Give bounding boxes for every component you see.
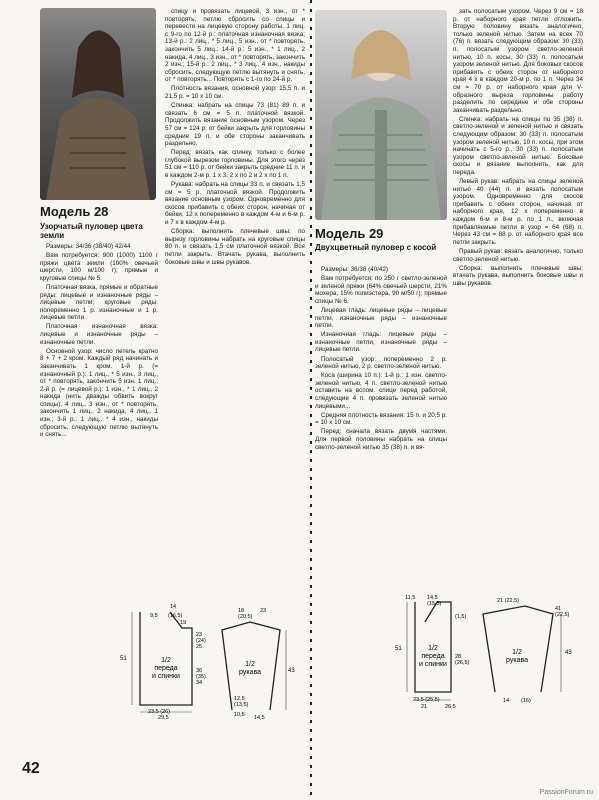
model-29-sizes: Размеры: 36/38 (40/42) [321, 266, 389, 273]
d2-label-11: 41 [555, 606, 562, 612]
d2-label-12: (22,5) [555, 612, 570, 618]
model-29-materials: Вам потребуется: по 250 г светло-зеленой и зеленой пряжи (64% овечьей шерсти, 21% мохера, 15% полиэстера, 90 м/50 г); прямые спицы № 6. [315, 275, 447, 305]
d1-label-16: 12,5 [234, 696, 245, 702]
model-29-left-sleeve: Левый рукав: набрать на спицы зеленой нитью 40 (44) п. и вязать полосатым узором. Одновременно для скосов прибавить с обеих сторон, начиная от наборного края, 12 х попеременно в каждом 6-м и 8-м р. по 1 п., включая прибавляемые петли в узор = 64 (68) п. Через 43 см = 88 р. от наборного края все петли закрыть. [453, 178, 583, 246]
d2-label-9: 26,5 [445, 704, 456, 710]
d2-label-7: 23,5 (25,5) [413, 697, 440, 703]
d1-label-18: 10,5 [234, 712, 245, 718]
model-28-stitch2: Платочная изнаночная вязка: лицевые и изнаночные ряды – изнаночные петли. [40, 323, 158, 346]
d2-sleeve-label: 1/2 рукава [506, 649, 528, 664]
model-28-materials: Вам потребуется: 900 (1000) 1100 г пряжи цвета земли (100% овечьей шерсти, 100 м/100 г); прямые и круговые спицы № 5. [40, 252, 158, 282]
d1-label-19: 14,5 [254, 715, 265, 720]
model-28-assembly: Сборка: выполнить плечевые швы; по вырезу горловины набрать на круговые спицы 80 п. и связать 1,5 см платочной вязкой. Все петли закрыть. Втачать рукава, выполнить боковые швы и швы рукавов. [165, 228, 305, 266]
model-29-stitch2: Изнаночная гладь: лицевые ряды – изнаночные петли, изнаночные ряды – лицевые петли. [315, 331, 447, 354]
model-28-sleeves: Рукава: набрать на спицы 33 п. и связать 1,5 см = 5 р. платочной вязкой. Продолжить вязание основным узором. Одновременно для скосов прибавить с обеих сторон, начиная от бейки, 12 х попеременно в каждом 4-м и 6-м р. и 7 х в каждом 4-м р. [165, 181, 305, 227]
d2-label-8: 21 [421, 704, 428, 710]
d2-label-10: 21 (22,5) [497, 598, 520, 604]
d1-label-12: 29,5 [158, 715, 169, 720]
model-29-front-start: Перед: сначала вязать двумя частями. Для первой половины набрать на спицы светло-зеленой нитью 35 (38) п. и вя- [315, 428, 447, 451]
d1-label-3: 19 [180, 620, 187, 626]
d2-label-0: 11,5 [405, 595, 416, 601]
d1-label-15: 23 [260, 608, 267, 614]
model-28-density: Плотность вязания, основной узор: 15,5 п. и 21,5 р. = 10 х 10 см. [165, 85, 305, 101]
model-29-photo-illustration [315, 10, 447, 220]
model-28-pattern-diagram [110, 600, 300, 720]
model-28-photo-illustration [40, 8, 156, 200]
column-divider [310, 0, 312, 800]
model-28-subtitle: Узорчатый пуловер цвета земли [40, 222, 143, 240]
model-28-column2: спицу и провязать лицевой, 3 изн., от * повторять, петлю сбросить со спицы и перевести на лицевую сторону работы, 1 лиц. с 9-го по 12-й р.: платочная изнаночная вязка; 13-й р.: 2 лиц., * 5 лиц., 5 изн., от * повторять, закончить 5 лиц.; 14-й р.: 5 изн., * 1 лиц., 2 накида, 4 лиц., 3 изн., от * повторять, закончить 2 изн.; 15-й р.: 2 лиц., * 3 лиц., 4 изн., накиды сбросить, следующую петлю вытянуть и снять, от * повторять... Повторять с 1-го по 24-й р. [165, 8, 305, 84]
d2-label-15: (16) [521, 698, 531, 704]
d2-label-13: 43 [565, 650, 572, 656]
model-29-stitch3: Полосатый узор: попеременно 2 р. зеленой нитью, 2 р. светло-зеленой нитью. [315, 355, 447, 371]
d2-label-6: (26,5) [455, 660, 470, 666]
model-28-text-col2 [165, 8, 305, 608]
model-28-photo [40, 8, 156, 200]
d1-label-8: 36 [196, 668, 203, 674]
d1-sleeve-label: 1/2 рукава [239, 661, 261, 676]
d2-label-2: (15,5) [427, 601, 442, 607]
model-29-subtitle: Двухцветный пуловер с косой [315, 243, 437, 252]
model-29-cable: Коса (ширина 10 п.): 1-й р.: 1 изн. светло-зеленой нитью, 4 п. светло-зеленой нитью оставить на вспом. спице перед работой, следующие 4 п. провязать зеленой нитью лицевыми... [315, 372, 447, 410]
model-29-assembly: Сборка: выполнить плечевые швы; втачать рукава, выполнить боковые швы и швы рукавов. [453, 264, 583, 287]
model-28-front: Перед: вязать как спинку, только с более глубокой вырезом горловины. Для этого через 51 см = 110 р. от бейки закрыть средние 11 п. и в каждом 2-м р. 1 х 3, 2 х по 2 и 2 х по 1 п. [165, 149, 305, 179]
model-28-sizes: Размеры: 34/36 (38/40) 42/44 [46, 243, 131, 250]
model-28-title: Модель 28 [40, 204, 109, 219]
d1-label-2: (16,5) [168, 613, 183, 619]
model-29-text-col4 [453, 8, 583, 508]
d1-label-13: 18 [238, 608, 245, 614]
d2-panel-label: 1/2 переда и спинки [419, 645, 447, 668]
model-28-stitch1: Платочная вязка, прямые и обратные ряды: лицевые и изнаночные ряды – лицевые петли; круговые ряды: попеременно 1 р. изнаночные и 1 р. лицевые петли. [40, 283, 158, 322]
d1-label-1: 9,5 [150, 613, 158, 619]
model-29-column4: зать полосатым узором. Через 9 см = 18 р. от наборного края петли отложить. Вторую половину вязать аналогично, только зеленой нитью. Затем на всех 70 (76) п. вязать следующим образом: 30 (33) п. полосатым узором светло-зеленой нитью, 10 п. косы, 30 (33) п. полосатым узором зеленой нитью. Для боковых скосов прибавить с обеих сторон от наборного края 4 х в каждом 20-м р. по 1 п. Через 34 см = 70 р. от наборного края для V-образного выреза горловины работу разделить по середине и обе стороны заканчивать раздельно. [453, 8, 583, 114]
model-29-title: Модель 29 [315, 226, 384, 241]
d1-label-14: (20,5) [238, 614, 253, 620]
d2-label-3: 51 [395, 646, 402, 652]
model-29-right-sleeve: Правый рукав: вязать аналогично, только светло-зеленой нитью. [453, 247, 583, 263]
d1-label-0: 14 [170, 604, 177, 610]
page-number: 42 [22, 760, 40, 777]
d1-panel-label: 1/2 переда и спинки [152, 657, 180, 680]
model-29-pattern-diagram [385, 592, 585, 717]
d2-label-4: (1,5) [455, 614, 467, 620]
d2-label-1: 14,5 [427, 595, 438, 601]
model-28-stitch3: Основной узор: число петель кратно 8 + 7 + 2 кром. Каждый ряд начинать и заканчивать 1 кром. 1-й р. (= изнаночный р.): 1 лиц., * 5 изн., 3 лиц., от * повторять, закончить 5 изн. 1 лиц.; 2-й р. (= лицевой р.): 1 изн., * 1 лиц., 2 накида (нить дважды обвить вокруг спицы), 4 лиц., 3 изн., от * повторять, закончить 1 лиц., 2 накида, 4 лиц., 1 изн.; 3-й р.: 1 лиц., * 4 изн., накиды сбросить, следующую петлю вытянуть и снять... [40, 347, 158, 439]
d2-label-5: 28 [455, 654, 462, 660]
model-29-back: Спинка: набрать на спицы по 35 (38) п. светло-зеленой и зеленой нитью и связать следующим образом: 30 (33) п. полосатым узором зеленой нитью, 10 п. косы, при этом начинать с 5-го р., 30 (33) п. полосатым узором светло-зеленой нитью. Боковые скосы и вязание выполнить, как для переда. [453, 115, 583, 176]
watermark: PassionForum.ru [539, 789, 593, 796]
d1-label-11: 23,5 (26) [148, 709, 171, 715]
d2-label-14: 14 [503, 698, 510, 704]
d1-label-7: 51 [120, 656, 127, 662]
model-29-photo [315, 10, 447, 220]
d1-label-6: 25 [196, 644, 203, 650]
model-28-back: Спинка: набрать на спицы 73 (81) 89 п. и связать 6 см = 5 п. платочной вязкой. Продолжить вязание основным узором. Через 57 см = 124 р. от бейки закрыть для горловины средние 19 п. и обе стороны заканчивать раздельно. [165, 102, 305, 148]
model-29-density: Средняя плотность вязания: 15 п. и 20,5 р. = 10 х 10 см. [315, 411, 447, 427]
d1-label-17: (13,5) [234, 702, 249, 708]
model-29-stitch1: Лицевая гладь: лицевые ряды – лицевые петли, изнаночные ряды – изнаночные петли. [315, 306, 447, 330]
d1-label-10: 34 [196, 680, 203, 686]
d1-label-4: 23 [196, 632, 203, 638]
model-29-text-col3 [315, 266, 447, 576]
d1-label-20: 43 [288, 668, 295, 674]
d1-label-5: (24) [196, 638, 206, 644]
model-28-text-col1 [40, 243, 158, 613]
d1-label-9: (35) [196, 674, 206, 680]
